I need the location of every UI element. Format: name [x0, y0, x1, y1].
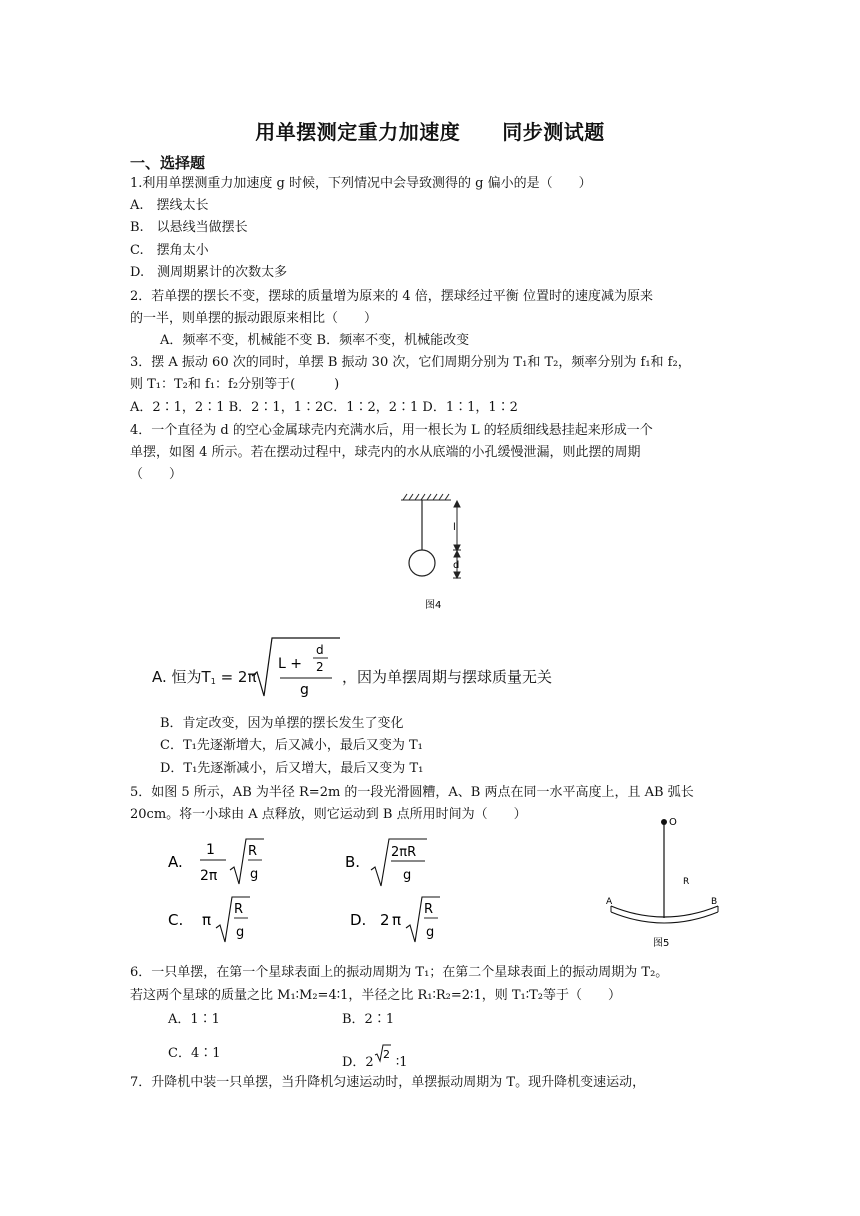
svg-text:π: π [392, 911, 402, 929]
svg-text:π: π [202, 911, 212, 929]
q4-option-d: D．T₁先逐渐减小，后又增大，最后又变为 T₁ [160, 761, 424, 776]
q3-line1: 3．摆 A 振动 60 次的同时，单摆 B 振动 30 次，它们周期分别为 T₁和 T₂，频率分别为 f₁和 f₂， [130, 355, 691, 370]
label-o: O [669, 817, 677, 828]
ceiling-hatch [401, 494, 451, 500]
q1-option-d: D. 测周期累计的次数太多 [130, 265, 288, 280]
q6-option-d: D．2 2 ∶1 [342, 1040, 408, 1064]
svg-text:D.: D. [350, 911, 367, 929]
q6-line1: 6．一只单摆，在第一个星球表面上的振动周期为 T₁；在第二个星球表面上的振动周期为 T₂。 [130, 965, 669, 980]
q1-option-a: A. 摆线太长 [130, 198, 209, 213]
page-title [0, 116, 860, 145]
q4-a-tail: ，因为单摆周期与摆球质量无关 [342, 668, 553, 686]
q4-a-2: 2 [316, 660, 324, 674]
q5-option-a [168, 836, 278, 888]
q2-options: A．频率不变，机械能不变 B．频率不变，机械能改变 [160, 333, 470, 348]
q4-line2: 单摆，如图 4 所示。若在摆动过程中，球壳内的水从底端的小孔缓慢泄漏，则此摆的周期 [130, 445, 641, 460]
q2-line2: 的一半，则单摆的振动跟原来相比（ ） [130, 311, 378, 326]
svg-text:2: 2 [380, 911, 390, 929]
svg-text:1: 1 [206, 842, 215, 858]
label-l: l [453, 522, 456, 533]
q4-a-g: g [300, 682, 309, 698]
figure-4-pendulum [395, 492, 475, 614]
q5-option-d [350, 894, 450, 946]
figure-5-caption: 图5 [653, 938, 670, 949]
svg-text:2πR: 2πR [391, 845, 417, 860]
q4-a-d: d [316, 643, 324, 657]
svg-text:g: g [403, 868, 412, 883]
svg-text:B.: B. [345, 853, 361, 871]
title-main: 用单摆测定重力加速度 [255, 120, 461, 144]
q4-line1: 4．一个直径为 d 的空心金属球壳内充满水后，用一根长为 L 的轻质细线悬挂起来形成一个 [130, 423, 653, 438]
figure-5-arc [605, 812, 727, 954]
section-heading: 一、选择题 [130, 154, 206, 172]
svg-text:R: R [424, 902, 434, 917]
q5-option-b [345, 836, 445, 888]
q1-option-c: C. 摆角太小 [130, 243, 209, 258]
label-a: A [606, 897, 613, 907]
label-r: R [683, 877, 690, 887]
q3-line2: 则 T₁：T₂和 f₁：f₂分别等于( ) [130, 377, 340, 392]
svg-text:R: R [248, 844, 258, 859]
label-d: d [453, 560, 460, 571]
svg-text:g: g [236, 925, 245, 940]
q3-options: A．2∶1，2∶1 B．2∶1，1∶2C．1∶2，2∶1 D．1∶1，1∶2 [130, 400, 518, 415]
q4-line3: （ ） [130, 467, 183, 482]
q4-option-c: C．T₁先逐渐增大，后又减小，最后又变为 T₁ [160, 738, 423, 753]
svg-text:A.: A. [168, 853, 183, 871]
q1-stem: 1.利用单摆测重力加速度 g 时候，下列情况中会导致测得的 g 偏小的是（ ） [130, 176, 592, 191]
q5-line2: 20cm。将一小球由 A 点释放，则它运动到 B 点所用时间为（ ） [130, 807, 527, 822]
q5-option-c [168, 894, 268, 946]
sqrt-icon [374, 1043, 392, 1063]
q2-line1: 2．若单摆的摆长不变，摆球的质量增为原来的 4 倍，摆球经过平衡 位置时的速度减为原来 [130, 289, 653, 304]
svg-text:2π: 2π [200, 868, 218, 884]
q4-option-b: B．肯定改变，因为单摆的摆长发生了变化 [160, 716, 404, 731]
label-b: B [711, 897, 718, 907]
title-sub: 同步测试题 [502, 120, 605, 144]
svg-text:g: g [426, 925, 435, 940]
q6-option-a: A．1∶1 [168, 1012, 220, 1027]
q1-option-b: B. 以悬线当做摆长 [130, 220, 248, 235]
svg-text:R: R [234, 902, 244, 917]
q4-a-prefix: A. 恒为$T_1 = 2\pi$ [152, 668, 257, 686]
svg-text:g: g [250, 867, 259, 882]
svg-text:C.: C. [168, 911, 184, 929]
q7-line1: 7．升降机中装一只单摆，当升降机匀速运动时，单摆振动周期为 T。现升降机变速运动， [130, 1075, 646, 1090]
q4-option-a [152, 636, 622, 700]
q4-a-radical [250, 636, 340, 700]
q6-option-b: B．2∶1 [342, 1012, 395, 1027]
pendulum-bob [409, 550, 435, 576]
svg-text:2: 2 [382, 1048, 390, 1061]
figure-4-caption: 图4 [425, 600, 442, 611]
q6-line2: 若这两个星球的质量之比 M₁∶M₂=4∶1，半径之比 R₁∶R₂=2∶1，则 T₁∶T₂等于（ ） [130, 988, 621, 1003]
q4-a-L: L + [278, 656, 302, 672]
q5-line1: 5．如图 5 所示，AB 为半径 R=2m 的一段光滑圆糟，A、B 两点在同一水平高度上，且 AB 弧长 [130, 785, 694, 800]
q6-option-c: C．4∶1 [168, 1046, 221, 1061]
